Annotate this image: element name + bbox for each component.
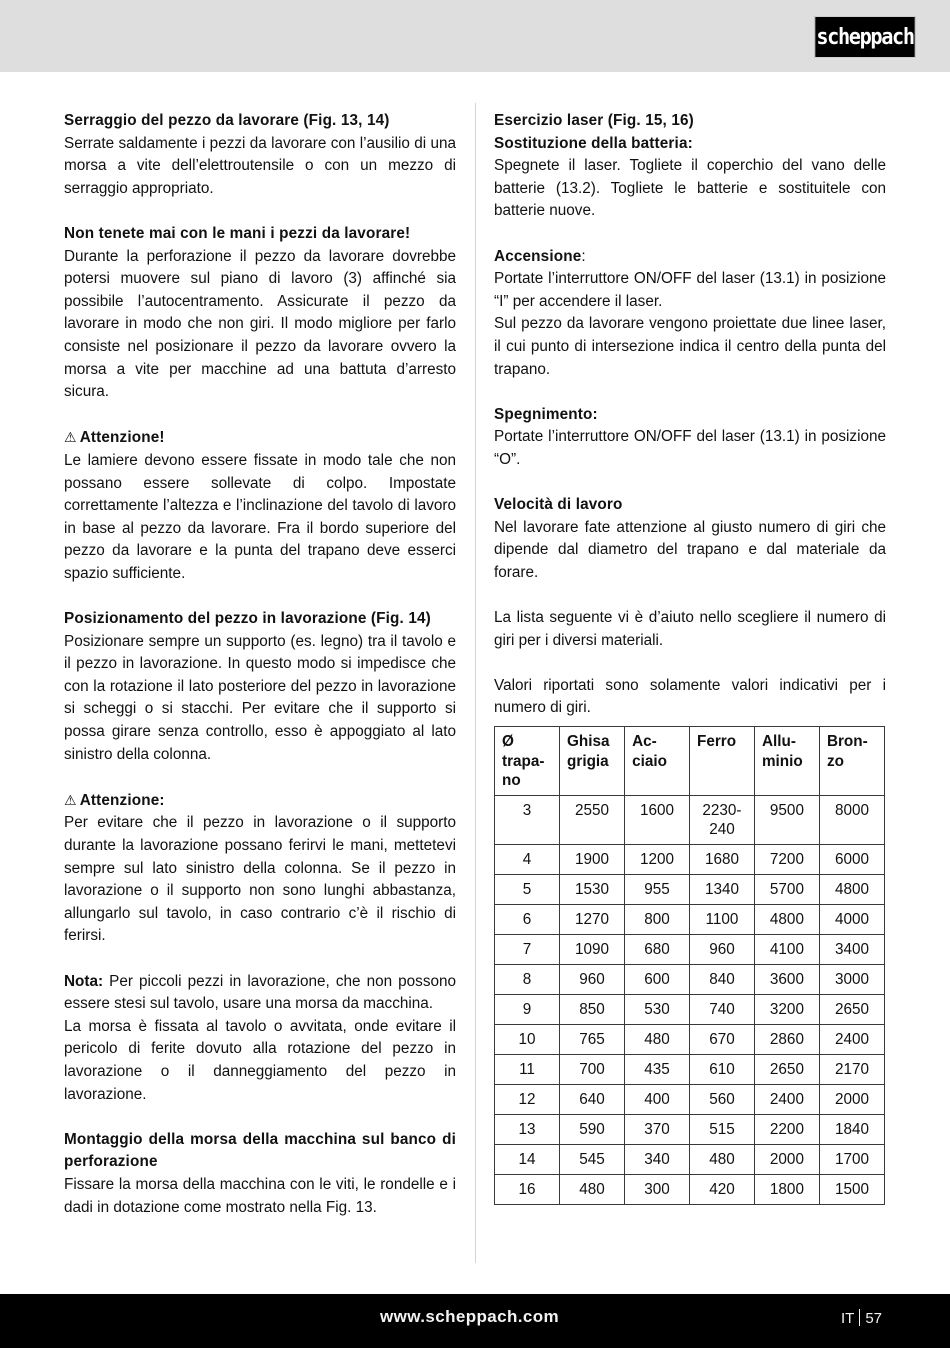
table-row: [495, 934, 885, 964]
cell-cast-iron: 1090: [560, 934, 625, 964]
cell-steel: 680: [625, 934, 690, 964]
header-band: [0, 0, 950, 72]
cell-steel: 400: [625, 1084, 690, 1114]
cell-steel: 300: [625, 1174, 690, 1204]
cell-iron: 840: [689, 964, 754, 994]
header-iron: Ferro: [689, 727, 754, 796]
cell-bronze: 3400: [819, 934, 884, 964]
cell-bronze: 4800: [819, 874, 884, 904]
warning-title: Attenzione:: [79, 791, 165, 809]
cell-diameter: 11: [495, 1054, 560, 1084]
warning-heading-1: [64, 426, 456, 450]
cell-aluminium: 5700: [754, 874, 819, 904]
cell-cast-iron: 960: [560, 964, 625, 994]
warning-heading-2: [64, 789, 456, 813]
paragraph-vise-mounting: Fissare la morsa della macchina con le viti, le rondelle e i dadi in dotazione come mostrato nella Fig. 13.: [64, 1175, 456, 1216]
cell-iron: 1100: [689, 904, 754, 934]
subheading-off: Spegnimento:: [494, 405, 598, 423]
cell-iron: 1680: [689, 844, 754, 874]
cell-cast-iron: 700: [560, 1054, 625, 1084]
warning-triangle-icon: ⚠: [64, 429, 77, 446]
cell-steel: 435: [625, 1054, 690, 1084]
cell-bronze: 2170: [819, 1054, 884, 1084]
section-heading-speed: Velocità di lavoro: [494, 496, 623, 514]
cell-diameter: 12: [495, 1084, 560, 1114]
cell-aluminium: 3600: [754, 964, 819, 994]
section-heading-vise-mounting: Montaggio della morsa della macchina sul banco di perforazione: [64, 1130, 456, 1171]
section-heading-no-hands: Non tenete mai con le mani i pezzi da lavorare!: [64, 224, 411, 242]
note-label: Nota:: [64, 972, 104, 990]
warning-triangle-icon: ⚠: [64, 791, 77, 808]
cell-cast-iron: 1530: [560, 874, 625, 904]
cell-diameter: 4: [495, 844, 560, 874]
table-row: [495, 1114, 885, 1144]
paragraph-warning-2: Per evitare che il pezzo in lavorazione o il supporto durante la lavorazione possano ferirvi le mani, mettetevi sempre sul lato sinistro della colonna. Se il pezzo in lavorazione o il supporto non sono lunghi abbastanza, allungarlo sul tavolo, in caso contrario c’è il rischio di ferirsi.: [64, 814, 456, 945]
cell-aluminium: 2400: [754, 1084, 819, 1114]
cell-bronze: 6000: [819, 844, 884, 874]
page-indicator: [841, 1309, 882, 1327]
cell-aluminium: 9500: [754, 795, 819, 844]
cell-iron: 960: [689, 934, 754, 964]
cell-aluminium: 4800: [754, 904, 819, 934]
cell-bronze: 2000: [819, 1084, 884, 1114]
cell-aluminium: 2650: [754, 1054, 819, 1084]
cell-steel: 800: [625, 904, 690, 934]
subheading-battery: Sostituzione della batteria:: [494, 134, 693, 152]
note-paragraph-2: La morsa è fissata al tavolo o avvitata, onde evitare il pericolo di ferite dovuto alla rotazione del pezzo in lavorazione o il danneggiamento del pezzo in lavorazione.: [64, 1017, 456, 1103]
paragraph-positioning: Posizionare sempre un supporto (es. legno) tra il tavolo e il pezzo in lavorazione. In questo modo si impedisce che con la rotazione il lato posteriore del pezzo in lavorazione si scheggi o si stacchi. Per evitare che il supporto si possa girare senza controllo, esso è appoggiato al lato sinistro della colonna.: [64, 632, 456, 763]
cell-bronze: 4000: [819, 904, 884, 934]
cell-aluminium: 4100: [754, 934, 819, 964]
cell-iron: 1340: [689, 874, 754, 904]
cell-aluminium: 2000: [754, 1144, 819, 1174]
colon: :: [581, 247, 586, 265]
paragraph-warning-1: Le lamiere devono essere fissate in modo tale che non possano essere sollevate di colpo. Impostate correttamente l’altezza e l’inclinazione del tavolo di lavoro in base al pezzo da lavorare. Fra il bordo superiore del pezzo da lavorare e la punta del trapano deve esserci spazio sufficiente.: [64, 451, 456, 582]
cell-diameter: 7: [495, 934, 560, 964]
table-row: [495, 1084, 885, 1114]
cell-bronze: 1840: [819, 1114, 884, 1144]
cell-iron: 515: [689, 1114, 754, 1144]
right-column: [494, 110, 886, 1205]
cell-aluminium: 3200: [754, 994, 819, 1024]
cell-steel: 480: [625, 1024, 690, 1054]
cell-cast-iron: 480: [560, 1174, 625, 1204]
cell-cast-iron: 640: [560, 1084, 625, 1114]
cell-iron: 2230- 240: [689, 795, 754, 844]
cell-cast-iron: 1900: [560, 844, 625, 874]
note-text: Per piccoli pezzi in lavorazione, che non possono essere stesi sul tavolo, usare una morsa da macchina.: [64, 972, 456, 1013]
subheading-on-label: Accensione: [494, 247, 582, 265]
cell-bronze: 1700: [819, 1144, 884, 1174]
cell-bronze: 3000: [819, 964, 884, 994]
section-heading-positioning: Posizionamento del pezzo in lavorazione (Fig. 14): [64, 610, 431, 628]
table-row: [495, 874, 885, 904]
paragraph-off: Portate l’interruttore ON/OFF del laser (13.1) in posizione “O”.: [494, 428, 886, 468]
header-diameter: Ø trapa- no: [495, 727, 560, 796]
cell-cast-iron: 590: [560, 1114, 625, 1144]
page-number: 57: [865, 1310, 883, 1327]
cell-diameter: 9: [495, 994, 560, 1024]
cell-diameter: 13: [495, 1114, 560, 1144]
cell-diameter: 6: [495, 904, 560, 934]
table-row: [495, 1174, 885, 1204]
rpm-table: [494, 726, 885, 1205]
table-row: [495, 1024, 885, 1054]
cell-steel: 600: [625, 964, 690, 994]
cell-steel: 1200: [625, 844, 690, 874]
cell-cast-iron: 2550: [560, 795, 625, 844]
section-heading-laser: Esercizio laser (Fig. 15, 16): [494, 112, 694, 129]
cell-bronze: 1500: [819, 1174, 884, 1204]
cell-iron: 740: [689, 994, 754, 1024]
cell-cast-iron: 850: [560, 994, 625, 1024]
cell-bronze: 2650: [819, 994, 884, 1024]
language-code: IT: [841, 1310, 855, 1327]
cell-aluminium: 7200: [754, 844, 819, 874]
cell-steel: 530: [625, 994, 690, 1024]
left-column: [64, 110, 456, 1219]
paragraph-on: Portate l’interruttore ON/OFF del laser (13.1) in posizione “I” per accendere il laser.: [494, 270, 886, 310]
paragraph-laser-lines: Sul pezzo da lavorare vengono proiettate due linee laser, il cui punto di intersezione indica il centro della punta del trapano.: [494, 315, 886, 378]
cell-iron: 420: [689, 1174, 754, 1204]
website-link[interactable]: www.scheppach.com: [380, 1307, 560, 1326]
header-aluminium: Allu- minio: [754, 727, 819, 796]
table-row: [495, 1144, 885, 1174]
header-cast-iron: Ghisa grigia: [560, 727, 625, 796]
cell-diameter: 16: [495, 1174, 560, 1204]
paragraph-list-intro: La lista seguente vi è d’aiuto nello scegliere il numero di giri per i diversi materiali.: [494, 609, 886, 649]
cell-diameter: 5: [495, 874, 560, 904]
section-heading-clamping: Serraggio del pezzo da lavorare (Fig. 13, 14): [64, 112, 390, 129]
cell-iron: 560: [689, 1084, 754, 1114]
cell-cast-iron: 545: [560, 1144, 625, 1174]
cell-steel: 340: [625, 1144, 690, 1174]
cell-diameter: 3: [495, 795, 560, 844]
paragraph-speed: Nel lavorare fate attenzione al giusto numero di giri che dipende dal diametro del trapano e dal materiale da forare.: [494, 518, 886, 581]
cell-bronze: 8000: [819, 795, 884, 844]
warning-title: Attenzione!: [79, 429, 165, 447]
header-steel: Ac- ciaio: [625, 727, 690, 796]
table-body: [495, 795, 885, 1204]
paragraph-battery: Spegnete il laser. Togliete il coperchio del vano delle batterie (13.2). Togliete le batterie e sostituitele con batterie nuove.: [494, 157, 886, 220]
paragraph-indicative: Valori riportati sono solamente valori indicativi per i numero di giri.: [494, 676, 886, 717]
table-row: [495, 1054, 885, 1084]
cell-iron: 610: [689, 1054, 754, 1084]
cell-steel: 955: [625, 874, 690, 904]
separator: [859, 1309, 860, 1326]
table-row: [495, 964, 885, 994]
cell-diameter: 8: [495, 964, 560, 994]
cell-diameter: 14: [495, 1144, 560, 1174]
subheading-on: [494, 246, 886, 269]
column-divider: [475, 103, 476, 1263]
cell-diameter: 10: [495, 1024, 560, 1054]
cell-cast-iron: 1270: [560, 904, 625, 934]
footer: [0, 1294, 950, 1348]
paragraph-no-hands: Durante la perforazione il pezzo da lavorare dovrebbe potersi muovere sul piano di lavoro (3) affinché sia possibile l’autocentramento. Assicurate il pezzo da lavorare in modo che non giri. Il modo migliore per farlo consiste nel posizionare il pezzo da lavorare ovvero la morsa a vite per macchine ad una battuta d’arresto sicura.: [64, 247, 456, 401]
cell-cast-iron: 765: [560, 1024, 625, 1054]
header-bronze: Bron- zo: [819, 727, 884, 796]
paragraph-clamping: Serrate saldamente i pezzi da lavorare con l’ausilio di una morsa a vite dell’elettroutensile o con un mezzo di serraggio appropriato.: [64, 134, 456, 197]
table-header-row: [495, 727, 885, 796]
table-row: [495, 795, 885, 844]
table-row: [495, 904, 885, 934]
table-row: [495, 994, 885, 1024]
cell-aluminium: 1800: [754, 1174, 819, 1204]
table-row: [495, 844, 885, 874]
cell-bronze: 2400: [819, 1024, 884, 1054]
cell-iron: 670: [689, 1024, 754, 1054]
cell-steel: 1600: [625, 795, 690, 844]
note-paragraph: [64, 971, 456, 1016]
scheppach-logo: scheppach: [814, 16, 915, 58]
cell-iron: 480: [689, 1144, 754, 1174]
cell-aluminium: 2860: [754, 1024, 819, 1054]
cell-aluminium: 2200: [754, 1114, 819, 1144]
cell-steel: 370: [625, 1114, 690, 1144]
